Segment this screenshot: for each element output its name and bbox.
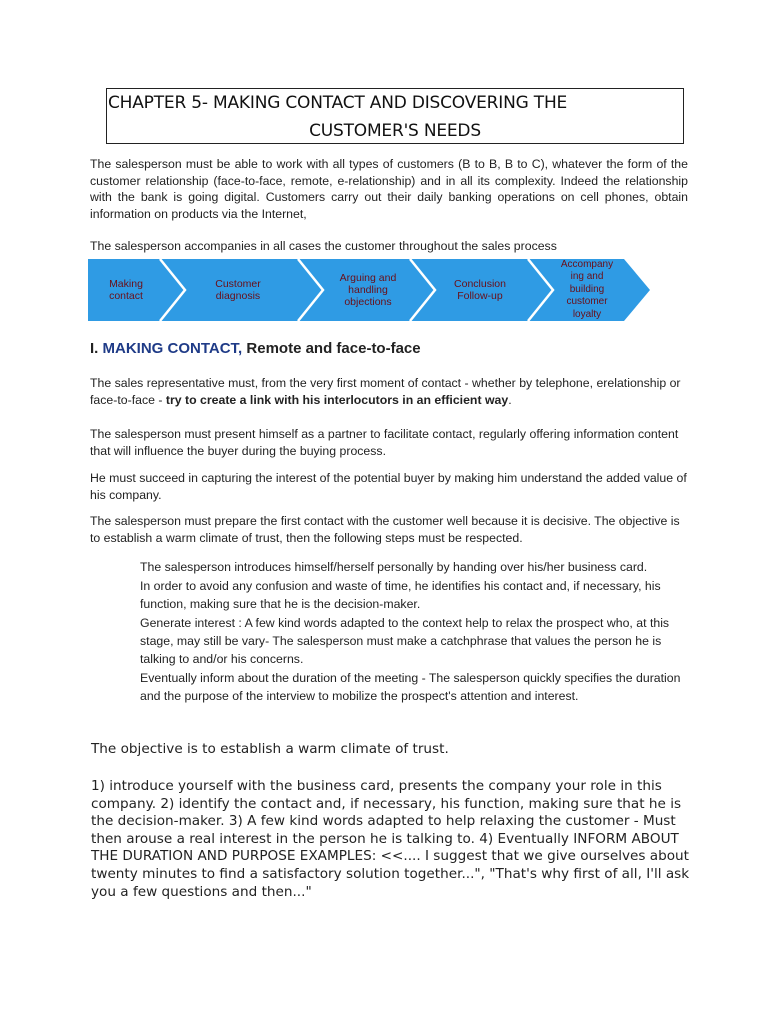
- paragraph-create-link-end: .: [508, 392, 512, 407]
- process-step-3-line-1: Arguing and: [339, 272, 397, 284]
- process-step-making-contact: [88, 256, 164, 324]
- process-step-3-line-3: objections: [344, 296, 392, 308]
- process-step-2-line-1: Customer: [215, 278, 261, 290]
- contact-steps-list: [140, 558, 688, 706]
- paragraph-create-link-start: The sales representative must, from the very first moment of contact - whether by telephone, erelationship or face-to-face -: [90, 376, 681, 407]
- process-step-4-line-1: Conclusion: [454, 278, 506, 290]
- process-step-5-line-4: customer: [566, 296, 608, 308]
- process-step-4-line-2: Follow-up: [457, 290, 503, 302]
- chapter-title-line-1: CHAPTER 5- MAKING CONTACT AND DISCOVERING THE: [108, 93, 568, 113]
- paragraph-create-link-bold: try to create a link with his interlocutors in an efficient way: [165, 392, 509, 407]
- process-step-customer-diagnosis: [186, 256, 290, 324]
- process-intro-sentence: The salesperson accompanies in all cases the customer throughout the sales process: [90, 239, 557, 253]
- section-heading-rest: Remote and face-to-face: [246, 340, 421, 357]
- chapter-title: [106, 88, 684, 144]
- contact-step-inform-duration: Eventually inform about the duration of the meeting - The salesperson quickly specifies the duration and the purpose of the interview to mobilize the prospect's attention and interest.: [140, 671, 681, 703]
- process-step-1-line-1: Making: [109, 278, 143, 290]
- process-step-5-line-2: ing and: [570, 271, 604, 283]
- paragraph-capture-interest: He must succeed in capturing the interest of the potential buyer by making him understand the added value of his company.: [90, 471, 687, 502]
- paragraph-partner: The salesperson must present himself as a partner to facilitate contact, regularly offering information content that will influence the buyer during the buying process.: [90, 427, 679, 458]
- sales-process-diagram: [88, 256, 652, 324]
- section-heading-making-contact: [90, 340, 421, 357]
- process-step-5-line-3: building: [569, 283, 605, 295]
- chapter-title-line-2: CUSTOMER'S NEEDS: [309, 121, 481, 141]
- process-step-3-line-2: handling: [348, 284, 388, 296]
- process-step-5-line-1: Accompany: [560, 258, 614, 270]
- paragraph-prepare-contact: The salesperson must prepare the first contact with the customer well because it is decisive. The objective is to establish a warm climate of trust, then the following steps must be respected.: [90, 514, 680, 545]
- section-number: I.: [90, 340, 99, 357]
- paragraph-create-link: [90, 375, 688, 408]
- section-heading-accent: MAKING CONTACT,: [102, 340, 243, 357]
- summary-steps-paragraph: 1) introduce yourself with the business card, presents the company your role in this company. 2) identify the contact and, if necessary, his function, making sure that he is the decision-maker. 3) A few kind words adapted to help relaxing the customer - Must then arouse a real interest in the person he is talking to. 4) Eventually INFORM ABOUT THE DURATION AND PURPOSE EXAMPLES: <<.... I suggest that we give ourselves about twenty minutes to find a satisfactory solution together...", "That's why first of all, I'll ask you a few questions and then...": [91, 778, 690, 900]
- process-step-conclusion-follow-up: [428, 256, 532, 324]
- contact-step-introduce: The salesperson introduces himself/herself personally by handing over his/her business card.: [140, 560, 648, 574]
- contact-step-generate-interest: Generate interest : A few kind words adapted to the context help to relax the prospect who, at this stage, may still be vary- The salesperson must make a catchphrase that values the person he is talking to and/or his concerns.: [140, 616, 670, 666]
- contact-step-identify: In order to avoid any confusion and waste of time, he identifies his contact and, if necessary, his function, making sure that he is the decision-maker.: [140, 579, 661, 611]
- process-step-arguing-objections: [316, 256, 420, 324]
- process-step-1-line-2: contact: [109, 290, 143, 302]
- intro-paragraph: The salesperson must be able to work with all types of customers (B to B, B to C), whatever the form of the customer relationship (face-to-face, remote, e-relationship) and in all its complexity. Indeed the relationship with the bank is going digital. Customers carry out their daily banking operations on cell phones, obtain information on products via the Internet,: [90, 157, 688, 221]
- process-step-2-line-2: diagnosis: [215, 290, 261, 302]
- objective-sentence: The objective is to establish a warm climate of trust.: [91, 741, 449, 757]
- process-step-customer-loyalty: [546, 256, 628, 324]
- process-step-5-line-5: loyalty: [572, 308, 602, 320]
